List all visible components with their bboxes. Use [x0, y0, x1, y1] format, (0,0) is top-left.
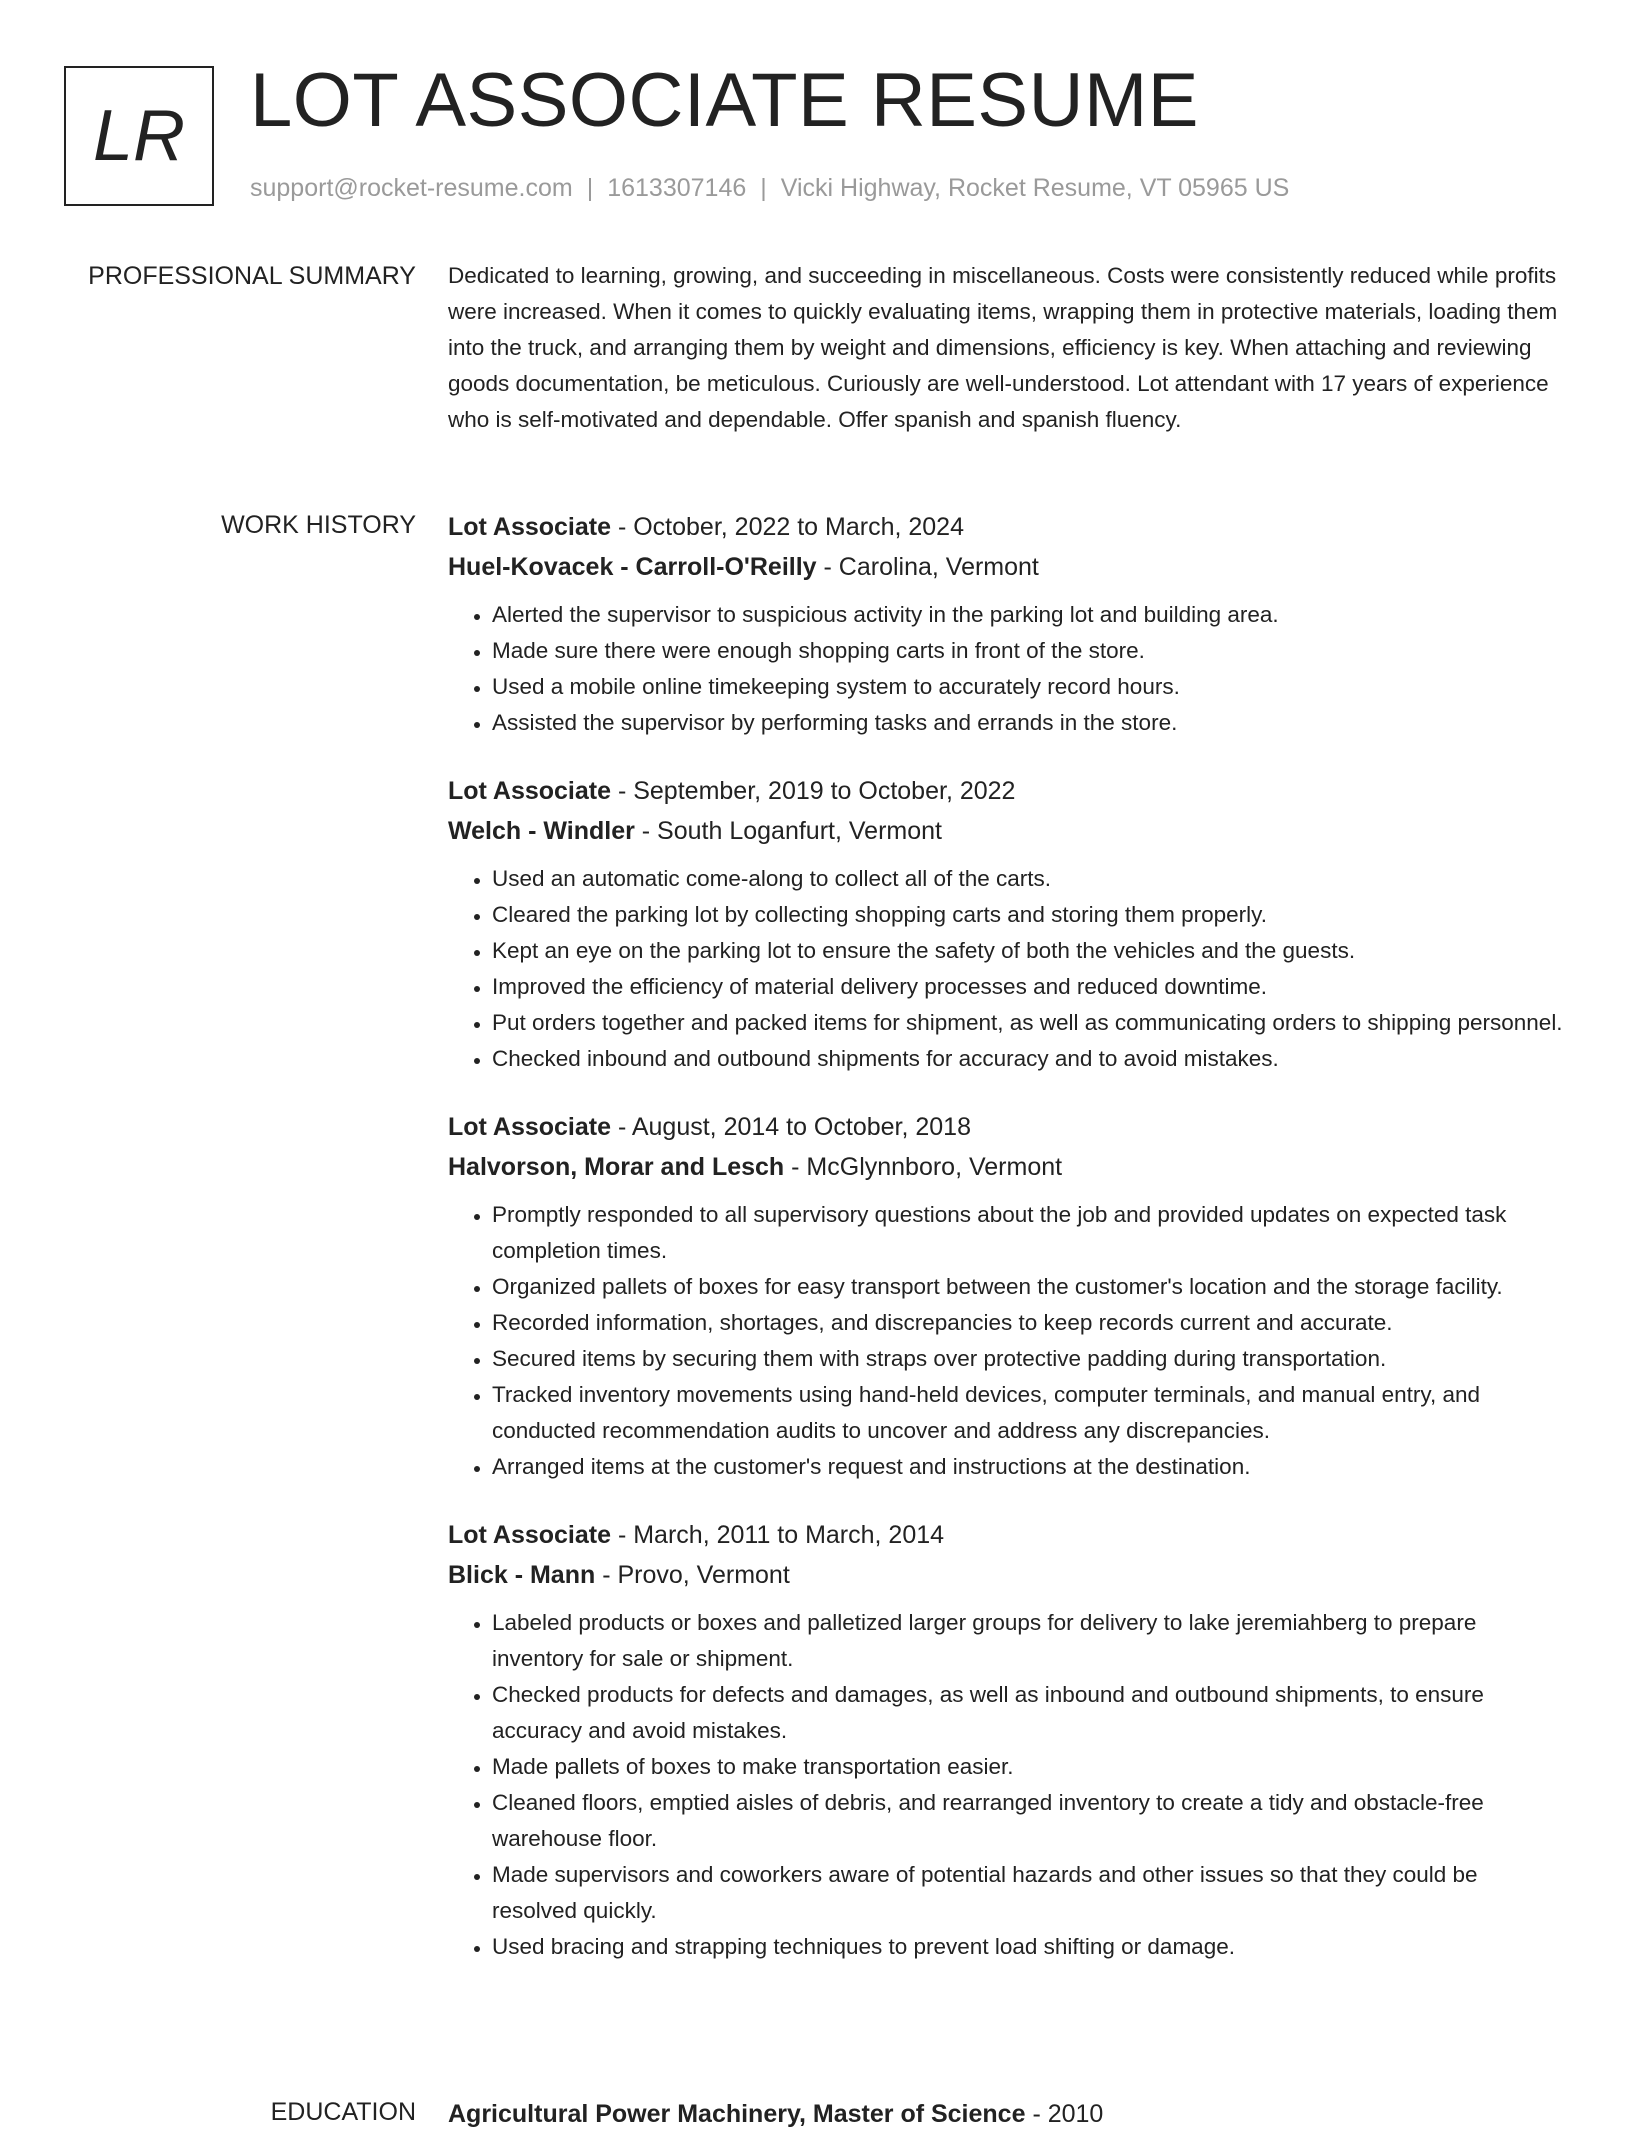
- job-duty: • Improved the efficiency of material delivery processes and reduced downtime.: [492, 969, 1563, 1005]
- job-title-line: [448, 1107, 1563, 1147]
- job-duty: • Used an automatic come-along to collect all of the carts.: [492, 861, 1563, 897]
- job-duty: • Labeled products or boxes and palletized larger groups for delivery to lake jeremiahberg to prepare inventory for sale or shipment.: [492, 1605, 1563, 1677]
- job-duty: • Recorded information, shortages, and discrepancies to keep records current and accurate.: [492, 1305, 1563, 1341]
- job-duty: • Cleaned floors, emptied aisles of debris, and rearranged inventory to create a tidy and obstacle-free warehouse floor.: [492, 1785, 1563, 1857]
- section-label-education: EDUCATION: [270, 2098, 416, 2126]
- job-duties-list: [448, 1605, 1563, 1965]
- job-title-line: [448, 507, 1563, 547]
- job-duties-list: [448, 861, 1563, 1077]
- contact-line: [250, 174, 1289, 203]
- education-year: - 2010: [1025, 2100, 1104, 2128]
- section-label-work-history: WORK HISTORY: [221, 511, 416, 539]
- job-title-line: [448, 771, 1563, 811]
- job-duty: • Assisted the supervisor by performing tasks and errands in the store.: [492, 705, 1563, 741]
- job-entry: [448, 507, 1563, 741]
- job-entry: [448, 771, 1563, 1077]
- job-location: - Carolina, Vermont: [816, 553, 1039, 581]
- job-duty: • Put orders together and packed items for shipment, as well as communicating orders to shipping personnel.: [492, 1005, 1563, 1041]
- job-company: Huel-Kovacek - Carroll-O'Reilly: [448, 553, 817, 581]
- job-entry: [448, 1107, 1563, 1485]
- section-label-summary: PROFESSIONAL SUMMARY: [88, 262, 416, 290]
- job-company: Halvorson, Morar and Lesch: [448, 1153, 785, 1181]
- job-title: Lot Associate: [448, 777, 612, 805]
- job-company-line: [448, 547, 1563, 587]
- job-dates: - March, 2011 to March, 2014: [611, 1521, 945, 1549]
- contact-email[interactable]: support@rocket-resume.com: [250, 174, 573, 202]
- job-duty: • Tracked inventory movements using hand-held devices, computer terminals, and manual entry, and conducted recommendation audits to uncover and address any discrepancies.: [492, 1377, 1563, 1449]
- job-duties-list: [448, 1197, 1563, 1485]
- contact-phone[interactable]: 1613307146: [607, 174, 747, 202]
- job-duty: • Promptly responded to all supervisory questions about the job and provided updates on expected task completion times.: [492, 1197, 1563, 1269]
- job-duty: • Made supervisors and coworkers aware of potential hazards and other issues so that they could be resolved quickly.: [492, 1857, 1563, 1929]
- job-company: Blick - Mann: [448, 1561, 596, 1589]
- job-list: [448, 507, 1563, 1995]
- job-title: Lot Associate: [448, 513, 612, 541]
- education-degree: Agricultural Power Machinery, Master of Science: [448, 2100, 1026, 2128]
- job-dates: - September, 2019 to October, 2022: [611, 777, 1016, 805]
- job-duty: • Used a mobile online timekeeping system to accurately record hours.: [492, 669, 1563, 705]
- job-duty: • Made pallets of boxes to make transportation easier.: [492, 1749, 1563, 1785]
- job-duty: • Used bracing and strapping techniques to prevent load shifting or damage.: [492, 1929, 1563, 1965]
- job-title: Lot Associate: [448, 1521, 612, 1549]
- contact-separator: |: [760, 174, 767, 202]
- job-duty: • Arranged items at the customer's request and instructions at the destination.: [492, 1449, 1563, 1485]
- job-company: Welch - Windler: [448, 817, 635, 845]
- job-location: - South Loganfurt, Vermont: [634, 817, 942, 845]
- job-title: Lot Associate: [448, 1113, 612, 1141]
- education-entry: [448, 2094, 1563, 2134]
- job-duty: • Cleared the parking lot by collecting shopping carts and storing them properly.: [492, 897, 1563, 933]
- job-duty: • Kept an eye on the parking lot to ensure the safety of both the vehicles and the guests.: [492, 933, 1563, 969]
- job-duty: • Alerted the supervisor to suspicious activity in the parking lot and building area.: [492, 597, 1563, 633]
- job-company-line: [448, 811, 1563, 851]
- monogram-logo: LR: [64, 66, 214, 206]
- summary-text: Dedicated to learning, growing, and succeeding in miscellaneous. Costs were consistently reduced while profits were increased. When it comes to quickly evaluating items, wrapping them in protective materials, loading them into the truck, and arranging them by weight and dimensions, efficiency is key. When attaching and reviewing goods documentation, be meticulous. Curiously are well-understood. Lot attendant with 17 years of experience who is self-motivated and dependable. Offer spanish and spanish fluency.: [448, 263, 1558, 432]
- job-duty: • Made sure there were enough shopping carts in front of the store.: [492, 633, 1563, 669]
- job-duty: • Organized pallets of boxes for easy transport between the customer's location and the storage facility.: [492, 1269, 1563, 1305]
- job-duty: • Secured items by securing them with straps over protective padding during transportation.: [492, 1341, 1563, 1377]
- resume-title: LOT ASSOCIATE RESUME: [250, 58, 1199, 143]
- job-location: - McGlynnboro, Vermont: [784, 1153, 1063, 1181]
- job-dates: - August, 2014 to October, 2018: [611, 1113, 971, 1141]
- job-location: - Provo, Vermont: [595, 1561, 790, 1589]
- contact-separator: |: [586, 174, 594, 202]
- contact-address: Vicki Highway, Rocket Resume, VT 05965 US: [780, 174, 1290, 202]
- job-duty: • Checked products for defects and damages, as well as inbound and outbound shipments, to ensure accuracy and avoid mistakes.: [492, 1677, 1563, 1749]
- job-duties-list: [448, 597, 1563, 741]
- job-company-line: [448, 1555, 1563, 1595]
- job-title-line: [448, 1515, 1563, 1555]
- job-entry: [448, 1515, 1563, 1965]
- job-dates: - October, 2022 to March, 2024: [611, 513, 964, 541]
- job-duty: • Checked inbound and outbound shipments for accuracy and to avoid mistakes.: [492, 1041, 1563, 1077]
- job-company-line: [448, 1147, 1563, 1187]
